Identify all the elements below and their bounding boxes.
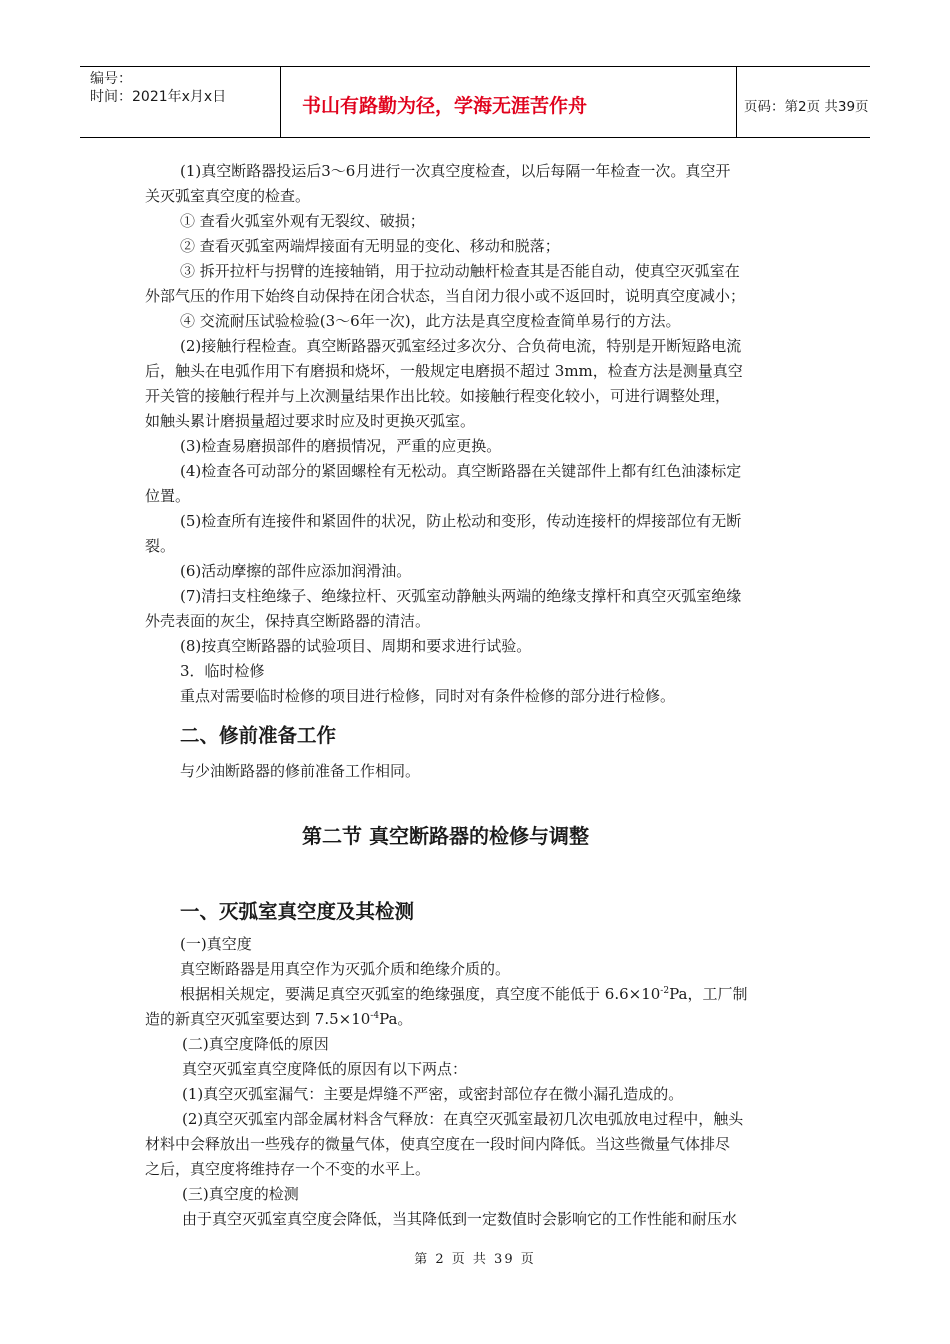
document-number: 编号： <box>90 71 132 87</box>
paragraph-line: (2)接触行程检查。真空断路器灭弧室经过多次分、合负荷电流，特别是开断短路电流 <box>180 337 742 355</box>
paragraph-line: (4)检查各可动部分的紧固螺栓有无松动。真空断路器在关键部件上都有红色油漆标定 <box>180 462 742 480</box>
paragraph-line <box>145 1009 412 1029</box>
paragraph-line: ① 查看火弧室外观有无裂纹、破损； <box>180 212 425 230</box>
exponent: -4 <box>370 1011 380 1021</box>
text-run: Pa。 <box>379 1010 413 1028</box>
header-page-cell <box>736 67 870 137</box>
page-info: 页码：第2页 共39页 <box>744 99 869 115</box>
document-time: 时间：2021年x月x日 <box>90 89 227 105</box>
paragraph-line: ④ 交流耐压试验检验(3～6年一次)，此方法是真空度检查简单易行的方法。 <box>180 312 681 330</box>
paragraph-line: (2)真空灭弧室内部金属材料含气释放：在真空灭弧室最初几次电弧放电过程中，触头 <box>182 1110 744 1128</box>
paragraph-line: 材料中会释放出一些残存的微量气体，使真空度在一段时间内降低。当这些微量气体排尽 <box>145 1135 731 1153</box>
paragraph-line: 真空断路器是用真空作为灭弧介质和绝缘介质的。 <box>180 960 511 978</box>
subsection-heading: (二)真空度降低的原因 <box>182 1035 329 1053</box>
paragraph-line: ③ 拆开拉杆与拐臂的连接轴销，用于拉动动触杆检查其是否能自动，使真空灭弧室在 <box>180 262 740 280</box>
paragraph-line: 位置。 <box>145 487 191 505</box>
heading-prep: 二、修前准备工作 <box>180 724 337 747</box>
heading-vacuum: 一、灭弧室真空度及其检测 <box>180 900 415 923</box>
paragraph-line: 裂。 <box>145 537 176 555</box>
paragraph-line: 关灭弧室真空度的检查。 <box>145 187 311 205</box>
header-meta <box>80 67 281 137</box>
paragraph-line: (3)检查易磨损部件的磨损情况，严重的应更换。 <box>180 437 502 455</box>
paragraph-line: 如触头累计磨损量超过要求时应及时更换灭弧室。 <box>145 412 476 430</box>
paragraph-line: (7)清扫支柱绝缘子、绝缘拉杆、灭弧室动静触头两端的绝缘支撑杆和真空灭弧室绝缘 <box>180 587 742 605</box>
paragraph-line: (1)真空灭弧室漏气：主要是焊缝不严密，或密封部位存在微小漏孔造成的。 <box>182 1085 684 1103</box>
paragraph-line: 真空灭弧室真空度降低的原因有以下两点： <box>182 1060 468 1078</box>
header-motto-cell <box>280 67 737 137</box>
paragraph-line: 外壳表面的灰尘，保持真空断路器的清洁。 <box>145 612 431 630</box>
subsection-heading: (三)真空度的检测 <box>182 1185 299 1203</box>
text-run: Pa，工厂制 <box>669 985 748 1003</box>
paragraph-line: (6)活动摩擦的部件应添加润滑油。 <box>180 562 412 580</box>
page-header <box>80 66 870 138</box>
paragraph-line: 开关管的接触行程并与上次测量结果作出比较。如接触行程变化较小，可进行调整处理， <box>145 387 731 405</box>
text-run: 根据相关规定，要满足真空灭弧室的绝缘强度，真空度不能低于 6.6×10 <box>180 985 661 1003</box>
motto: 书山有路勤为径，学海无涯苦作舟 <box>302 95 588 117</box>
subsection-heading: (一)真空度 <box>180 935 252 953</box>
subsection-heading: 3．临时检修 <box>180 662 265 680</box>
page-footer: 第 2 页 共 39 页 <box>414 1252 536 1267</box>
paragraph-line: (8)按真空断路器的试验项目、周期和要求进行试验。 <box>180 637 532 655</box>
paragraph-line: 后，触头在电弧作用下有磨损和烧坏，一般规定电磨损不超过 3mm，检查方法是测量真空 <box>145 362 743 380</box>
paragraph-line: 之后，真空度将维持存一个不变的水平上。 <box>145 1160 431 1178</box>
paragraph-line: (5)检查所有连接件和紧固件的状况，防止松动和变形，传动连接杆的焊接部位有无断 <box>180 512 742 530</box>
paragraph-line: 与少油断路器的修前准备工作相同。 <box>180 762 421 780</box>
paragraph-line: (1)真空断路器投运后3～6月进行一次真空度检查，以后每隔一年检查一次。真空开 <box>180 162 731 180</box>
paragraph-line: ② 查看灭弧室两端焊接面有无明显的变化、移动和脱落； <box>180 237 560 255</box>
paragraph-line: 重点对需要临时检修的项目进行检修，同时对有条件检修的部分进行检修。 <box>180 687 676 705</box>
text-run: 造的新真空灭弧室要达到 7.5×10 <box>145 1010 371 1028</box>
paragraph-line <box>180 984 747 1004</box>
exponent: -2 <box>660 986 670 996</box>
paragraph-line: 外部气压的作用下始终自动保持在闭合状态，当自闭力很小或不返回时，说明真空度减小； <box>145 287 746 305</box>
section-title: 第二节 真空断路器的检修与调整 <box>302 824 589 848</box>
paragraph-line: 由于真空灭弧室真空度会降低，当其降低到一定数值时会影响它的工作性能和耐压水 <box>182 1210 738 1228</box>
